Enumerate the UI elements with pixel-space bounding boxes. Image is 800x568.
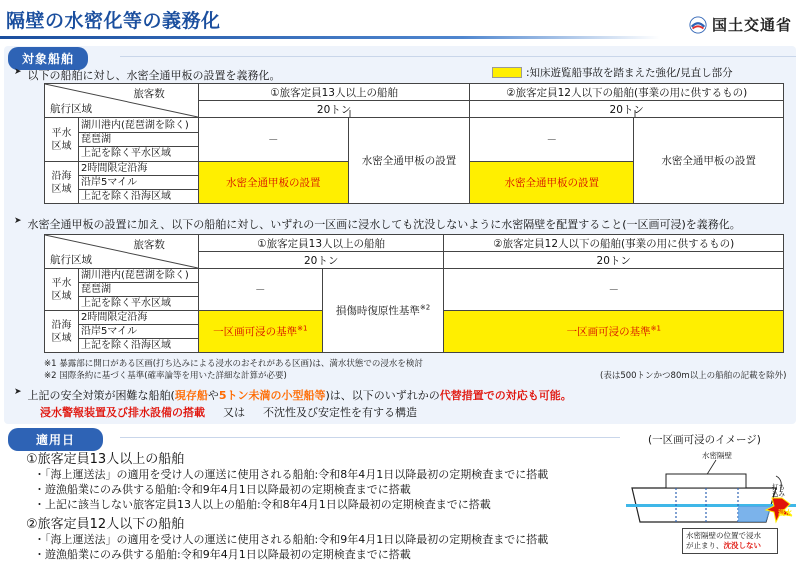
header-rule	[0, 36, 660, 39]
table2-coast-col1	[198, 311, 322, 353]
table1-corner	[45, 84, 199, 118]
ship-cabin	[666, 474, 746, 488]
table1-deck-col2: 水密全通甲板の設置	[634, 118, 784, 204]
table2-compartment-1: 一区画可浸の基準	[213, 326, 298, 338]
illustration-flood: 浸水	[778, 509, 792, 517]
illustration-bulkhead-label: 水密隔壁	[702, 451, 732, 460]
ministry-brand	[689, 14, 792, 35]
table1-coast-list	[78, 162, 198, 204]
table2-zone-flat: 平水 区域	[45, 269, 79, 311]
legend-swatch	[492, 67, 522, 78]
section-rule	[120, 56, 796, 57]
table2-coast-col2	[444, 311, 784, 353]
page-title: 隔壁の水密化等の義務化	[6, 10, 221, 32]
table2-compartment-note-2: ※1	[650, 324, 661, 333]
section-rule-2	[120, 437, 620, 438]
table2-corner-top: 旅客数	[133, 238, 165, 251]
legend-text: :知床遊覧船事故を踏まえた強化/見直し部分	[526, 67, 733, 79]
ministry-name: 国土交通省	[711, 16, 792, 34]
table1-coast-row-1: 2時間限定沿海	[79, 162, 198, 176]
table1-col1-header: ①旅客定員13人以上の船舶	[198, 84, 470, 101]
table1-flat-row-2: 琵琶湖	[79, 133, 198, 147]
table1-coast-col2-deck: 水密全通甲板の設置	[470, 162, 634, 204]
table2-damage: 損傷時復原性基準	[335, 305, 420, 317]
section-label-target: 対象船舶	[8, 47, 88, 70]
table2-coast-row-3: 上記を除く沿海区域	[80, 340, 171, 351]
table1-flat-row-3: 上記を除く平水区域	[80, 148, 171, 159]
table1-flat-list	[78, 118, 198, 162]
table2-col2-header: ②旅客定員12人以下の船舶(事業の用に供するもの)	[444, 235, 784, 252]
legend	[492, 65, 733, 80]
bullet-arrow-icon: ➤	[14, 387, 22, 397]
table-deck-requirement	[44, 83, 784, 204]
table1-flat-col1: －	[198, 118, 348, 162]
table1-tick-1	[349, 110, 351, 118]
table1-tonnage-2: 20トン	[609, 103, 644, 116]
group-2-line-1: ・「海上運送法」の適用を受け人の運送に使用される船舶:令和9年4月1日以降最初の定期検査までに搭載	[34, 533, 549, 546]
table2-flat-row-2: 琵琶湖	[79, 283, 198, 297]
table2-coast-row-2: 沿岸5マイル	[79, 325, 198, 339]
table2-col1-tonnage: 20トン	[198, 252, 444, 269]
table2-damage-cell	[322, 269, 444, 353]
alt-2: 不沈性及び安定性を有する構造	[263, 406, 417, 419]
table1-flat-col2: －	[470, 118, 634, 162]
header	[0, 0, 800, 38]
table1-col2-tonnage	[470, 101, 784, 118]
table2-compartment-2: 一区画可浸の基準	[566, 326, 651, 338]
bullet-3-text	[28, 387, 572, 403]
bullet-arrow-icon: ➤	[14, 216, 22, 226]
illustration-caption-line-2	[686, 541, 774, 551]
table1-coast-row-3: 上記を除く沿海区域	[80, 191, 171, 202]
table2-zone-coast: 沿海 区域	[45, 311, 79, 353]
illustration-caption-2: が止まり、	[686, 541, 724, 550]
table2-flat-list	[78, 269, 198, 311]
table2-flat-col2: －	[444, 269, 784, 311]
bullet-arrow-icon: ➤	[14, 67, 22, 77]
illustration-caption-1: 水密隔壁の位置で浸水	[686, 531, 761, 540]
note-1: ※1 暴露部に開口がある区画(打ち込みによる浸水のおそれがある区画)は、満水状態での浸水を検討	[44, 359, 423, 369]
bullet-2	[14, 216, 794, 232]
illustration-caption-3: 沈没しない	[723, 541, 761, 550]
bullet-1-text: 以下の船舶に対し、水密全通甲板の設置を義務化。	[27, 69, 281, 82]
table1-corner-top: 旅客数	[133, 87, 165, 100]
table2-corner	[45, 235, 199, 269]
compartment-illustration	[626, 432, 796, 562]
table1-coast-row-2: 沿岸5マイル	[79, 176, 198, 190]
bullet-3-existing: 現存船	[174, 389, 208, 402]
alternatives	[40, 404, 417, 420]
table1-tonnage-1: 20トン	[316, 103, 352, 116]
group-2-line-2: ・遊漁船業にのみ供する船舶:令和9年4月1日以降最初の定期検査までに搭載	[34, 548, 411, 561]
table2-compartment-note-1: ※1	[297, 324, 308, 333]
table1-coast-col1-deck: 水密全通甲板の設置	[198, 162, 348, 204]
alt-or: 又は	[223, 406, 245, 419]
table2-flat-row-1: 湖川港内(琵琶湖を除く)	[79, 269, 198, 283]
table1-zone-flat: 平水 区域	[45, 118, 79, 162]
illustration-caption-box	[682, 528, 778, 554]
table1-corner-bottom: 航行区域	[50, 102, 92, 115]
table1-diagonal	[45, 84, 198, 117]
bullet-3-small-ships: 5トン未満の小型船等	[218, 389, 326, 402]
bullet-2-text: 水密全通甲板の設置に加え、以下の船舶に対し、いずれの一区画に浸水しても沈没しないように水密隔壁を配置すること(一区画可浸)を義務化。	[27, 218, 741, 231]
illustration-title: (一区画可浸のイメージ)	[648, 434, 761, 446]
table2-flat-row-3: 上記を除く平水区域	[80, 298, 171, 309]
bullet-3-a: 上記の安全対策が困難な船舶(	[27, 389, 175, 402]
table2-corner-bottom: 航行区域	[50, 253, 92, 266]
table2-coast-row-1: 2時間限定沿海	[79, 311, 198, 325]
group-1-line-1: ・「海上運送法」の適用を受け人の運送に使用される船舶:令和8年4月1日以降最初の定期検査までに搭載	[34, 468, 549, 481]
table1-flat-row-1: 湖川港内(琵琶湖を除く)	[79, 119, 198, 133]
table2-damage-note: ※2	[419, 303, 431, 312]
bullet-3	[14, 387, 572, 403]
table2-col1-header: ①旅客定員13人以上の船舶	[198, 235, 444, 252]
alt-1: 浸水警報装置及び排水設備の搭載	[40, 406, 205, 419]
table2-col2-tonnage: 20トン	[444, 252, 784, 269]
ministry-logo-icon	[689, 16, 707, 34]
table1-tick-2	[634, 110, 636, 118]
note-2: ※2 国際条約に基づく基準(確率論等を用いた詳細な計算が必要)	[44, 371, 287, 381]
group-1-title: ①旅客定員13人以上の船舶	[26, 452, 185, 467]
bullet-3-alternative: 代替措置での対応も可能。	[439, 389, 572, 402]
group-1-line-3: ・上記に該当しない旅客定員13人以上の船舶:令和8年4月1日以降最初の定期検査までに搭載	[34, 498, 491, 511]
table1-deck-col1: 水密全通甲板の設置	[348, 118, 470, 204]
table-compartment-requirement	[44, 234, 784, 353]
bullet-3-c: や	[207, 389, 219, 402]
note-3: (表は500トンかつ80m以上の船舶の記載を除外)	[600, 371, 787, 381]
bullet-1	[14, 67, 281, 83]
section-label-date: 適用日	[8, 428, 103, 451]
table2-flat-col1: －	[198, 269, 322, 311]
table2-diagonal	[45, 235, 198, 268]
table1-col1-tonnage	[198, 101, 470, 118]
table1-zone-coast: 沿海 区域	[45, 162, 79, 204]
table2-coast-list	[78, 311, 198, 353]
table1-col2-header: ②旅客定員12人以下の船舶(事業の用に供するもの)	[470, 84, 784, 101]
bullet-3-e: )は、以下のいずれかの	[325, 389, 440, 402]
group-2-title: ②旅客定員12人以下の船舶	[26, 517, 185, 532]
illustration-splash: 打ち 込み	[772, 483, 785, 498]
group-1-line-2: ・遊漁船業にのみ供する船舶:令和9年4月1日以降最初の定期検査までに搭載	[34, 483, 411, 496]
